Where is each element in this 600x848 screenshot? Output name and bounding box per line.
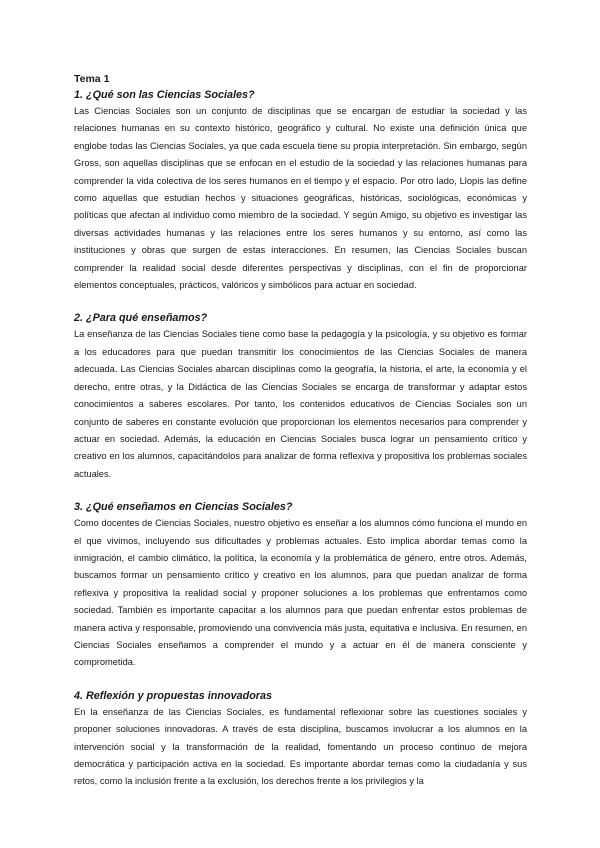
section-paragraph: En la enseñanza de las Ciencias Sociales, es fundamental reflexionar sobre las cuestiones sociales y proponer soluciones innovadoras. A través de esta disciplina, buscamos involucrar a los alumnos en la intervención social y la transformación de la realidad, fomentando un proceso continuo de mejora democrática y participación activa en la sociedad. Es importante abordar temas como la ciudadanía y sus retos, como la inclusión frente a la exclusión, los derechos frente a los privilegios y la <box>74 706 527 787</box>
section-paragraph: Las Ciencias Sociales son un conjunto de disciplinas que se encargan de estudiar la sociedad y las relaciones humanas en su contexto histórico, geográfico y cultural. No existe una definición única que englobe todas las Ciencias Sociales, ya que cada escuela tiene su propia interpretación. Sin embargo, según Gross, son aquellas disciplinas que se enfocan en el estudio de la sociedad y las relaciones humanas para comprender la vida colectiva de los seres humanos en el tiempo y el espacio. Por otro lado, Llopis las define como aquellas que estudian hechos y situaciones geográficas, históricas, sociológicas, económicas y políticas que afectan al individuo como miembro de la sociedad. Y según Amigo, su objetivo es investigar las diversas actividades humanas y las relaciones entre los seres humanos y su entorno, así como las instituciones y obras que surgen de estas interacciones. En resumen, las Ciencias Sociales buscan comprender la realidad social desde diferentes perspectivas y disciplinas, con el fin de proporcionar elementos conceptuales, prácticos, valóricos y simbólicos para actuar en sociedad. <box>74 106 527 291</box>
section-reflection-proposals <box>74 688 527 791</box>
section-why-we-teach <box>74 310 527 483</box>
section-paragraph: La enseñanza de las Ciencias Sociales tiene como base la pedagogía y la psicología, y su objetivo es formar a los educadores para que puedan transmitir los conocimientos de las Ciencias Sociales de manera adecuada. Las Ciencias Sociales abarcan disciplinas como la geografía, la historia, el arte, la economía y el derecho, entre otras, y la Didáctica de las Ciencias Sociales se encarga de transformar y adaptar estos conocimientos a saberes escolares. Por tanto, los contenidos educativos de Ciencias Sociales son un conjunto de saberes en constante evolución que proporcionan los elementos necesarios para comprender y actuar en sociedad. Además, la educación en Ciencias Sociales busca lograr un pensamiento crítico y creativo en los alumnos, capacitándolos para analizar de forma reflexiva y propositiva los problemas sociales actuales. <box>74 329 527 479</box>
section-paragraph: Como docentes de Ciencias Sociales, nuestro objetivo es enseñar a los alumnos cómo funciona el mundo en el que vivimos, incluyendo sus dificultades y problemas actuales. Esto implica abordar temas como la inmigración, el cambio climático, la política, la economía y la problemática de género, entre otros. Además, buscamos formar un pensamiento crítico y creativo en los alumnos, para que puedan analizar de forma reflexiva y propositiva la realidad social y proponer soluciones a los problemas que enfrentamos como sociedad. También es importante capacitar a los alumnos para que puedan enfrentar estos problemas de manera activa y responsable, promoviendo una convivencia más justa, equitativa e inclusiva. En resumen, en Ciencias Sociales enseñamos a comprender el mundo y a actuar en él de manera consciente y comprometida. <box>74 518 527 668</box>
section-what-are-social-sciences <box>74 87 527 294</box>
section-heading: 3. ¿Qué enseñamos en Ciencias Sociales? <box>74 501 293 514</box>
section-heading: 1. ¿Qué son las Ciencias Sociales? <box>74 89 255 101</box>
document-title: Tema 1 <box>74 73 110 85</box>
section-heading: 2. ¿Para qué enseñamos? <box>74 312 208 325</box>
section-what-we-teach <box>74 499 527 672</box>
section-heading: 4. Reflexión y propuestas innovadoras <box>74 689 272 702</box>
